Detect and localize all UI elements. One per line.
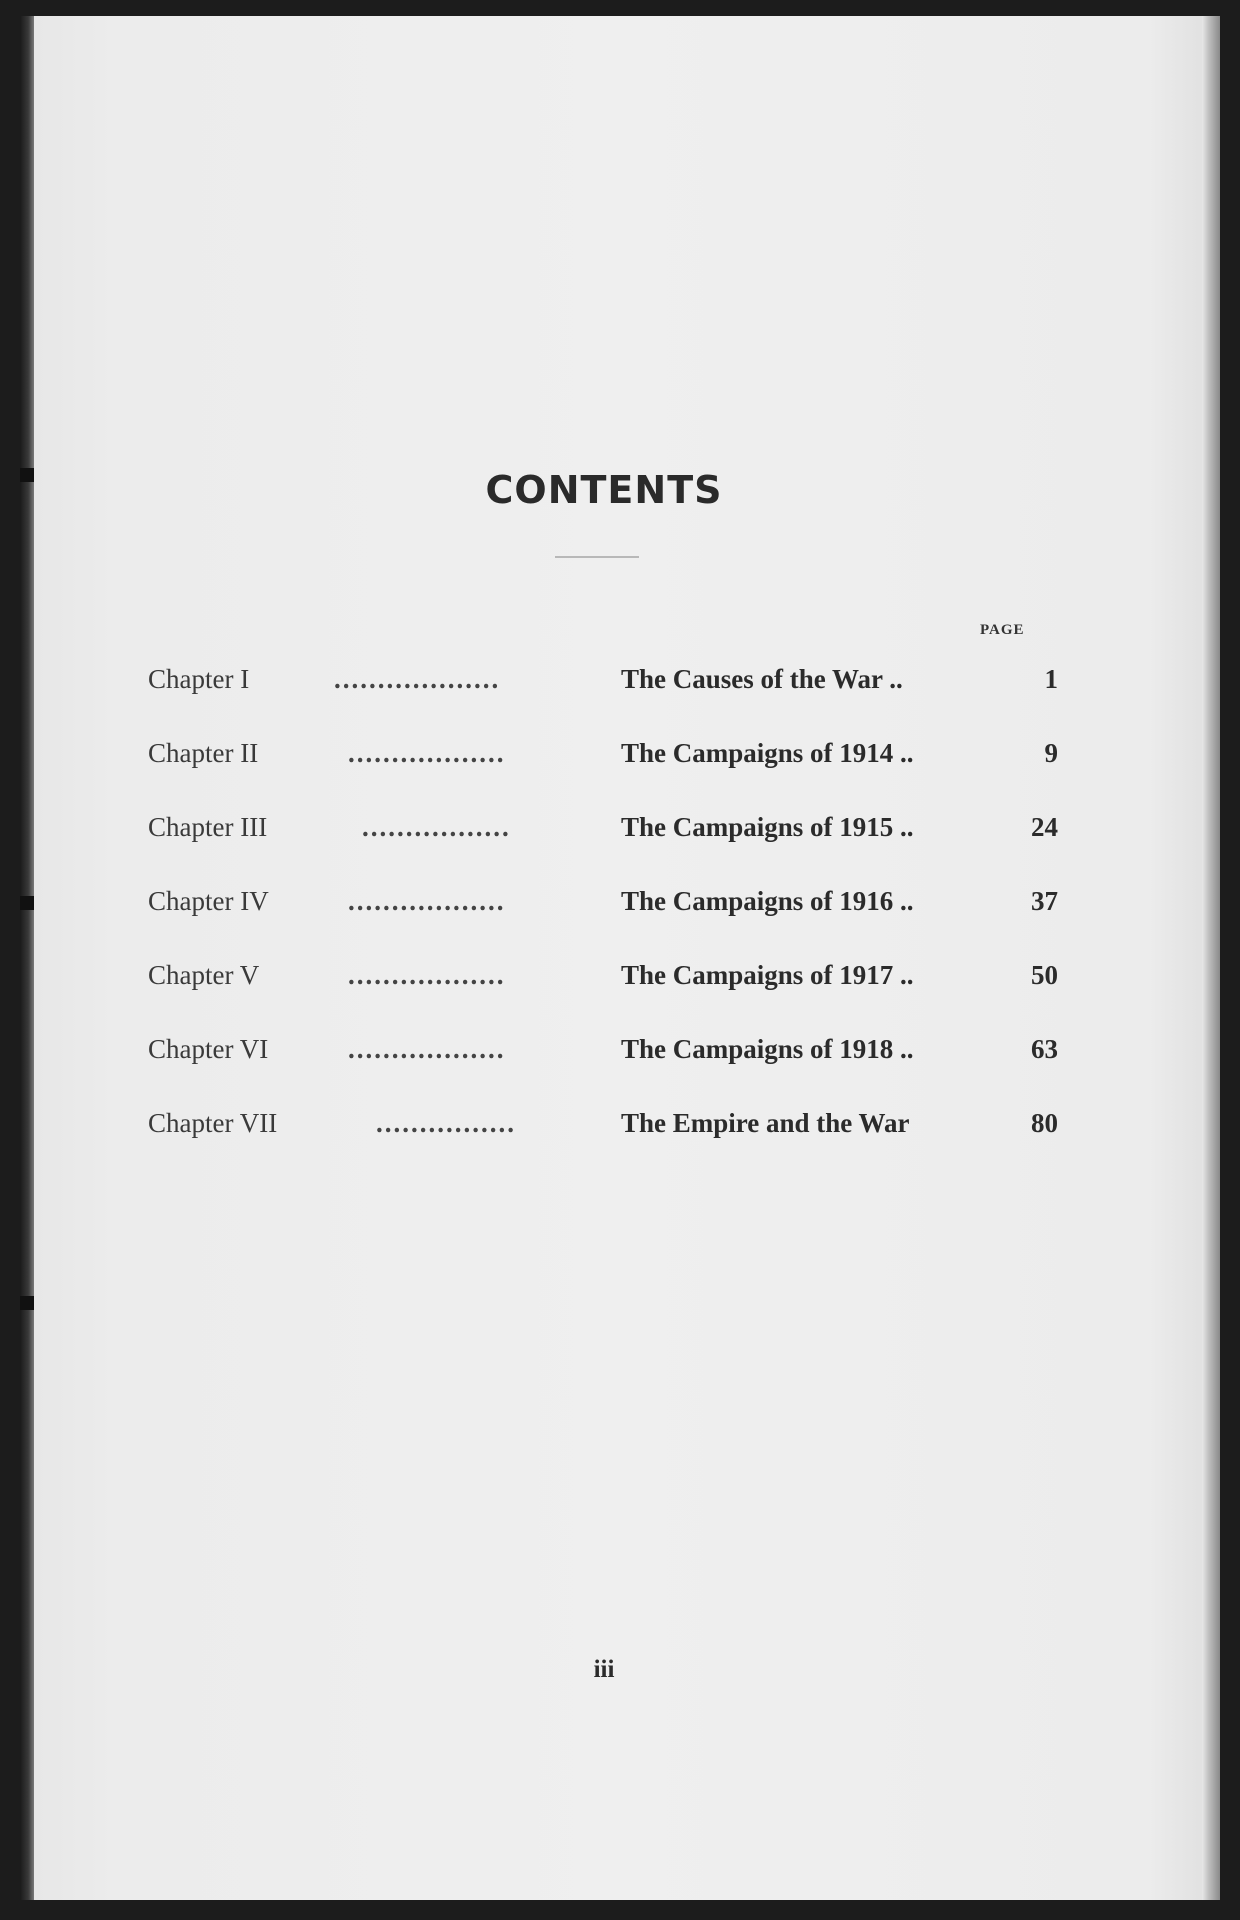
toc-entry[interactable] [148,1034,1058,1074]
dot-leader: .................. [348,960,506,990]
dot-leader: .................. [348,738,506,768]
dot-leader: .................. [348,886,506,916]
chapter-number: Chapter V [148,960,260,990]
binding-stitch [20,1296,34,1310]
chapter-number: Chapter IV [148,886,269,916]
chapter-title: The Campaigns of 1914 .. [621,738,914,768]
chapter-number: Chapter I [148,664,250,694]
chapter-title: The Causes of the War .. [621,664,903,694]
page-folio: iii [593,1656,615,1683]
chapter-title: The Empire and the War [621,1108,910,1138]
chapter-number: Chapter III [148,812,268,842]
toc-entry[interactable] [148,886,1058,926]
page-number: 1 [1044,664,1058,694]
page-number: 9 [1044,738,1058,768]
book-page [20,16,1220,1900]
toc-entry[interactable] [148,812,1058,852]
page-column-label: PAGE [980,622,1025,638]
page-number: 80 [1031,1108,1058,1138]
dot-leader: ................ [376,1108,516,1138]
chapter-title: The Campaigns of 1916 .. [621,886,914,916]
chapter-title: The Campaigns of 1918 .. [621,1034,914,1064]
dot-leader: .................. [348,1034,506,1064]
chapter-number: Chapter II [148,738,259,768]
heading-rule [555,556,639,558]
chapter-number: Chapter VI [148,1034,269,1064]
toc-entry[interactable] [148,1108,1058,1148]
chapter-number: Chapter VII [148,1108,278,1138]
page-number: 37 [1031,886,1058,916]
dot-leader: ................. [362,812,511,842]
page-number: 24 [1031,812,1058,842]
toc-entry[interactable] [148,664,1058,704]
binding-spine [20,16,34,1900]
page-number: 50 [1031,960,1058,990]
page-number: 63 [1031,1034,1058,1064]
toc-entry[interactable] [148,960,1058,1000]
contents-heading: CONTENTS [485,468,723,512]
binding-stitch [20,896,34,910]
toc-entry[interactable] [148,738,1058,778]
chapter-title: The Campaigns of 1915 .. [621,812,914,842]
chapter-title: The Campaigns of 1917 .. [621,960,914,990]
dot-leader: ................... [334,664,501,694]
page-edge [1202,16,1220,1900]
